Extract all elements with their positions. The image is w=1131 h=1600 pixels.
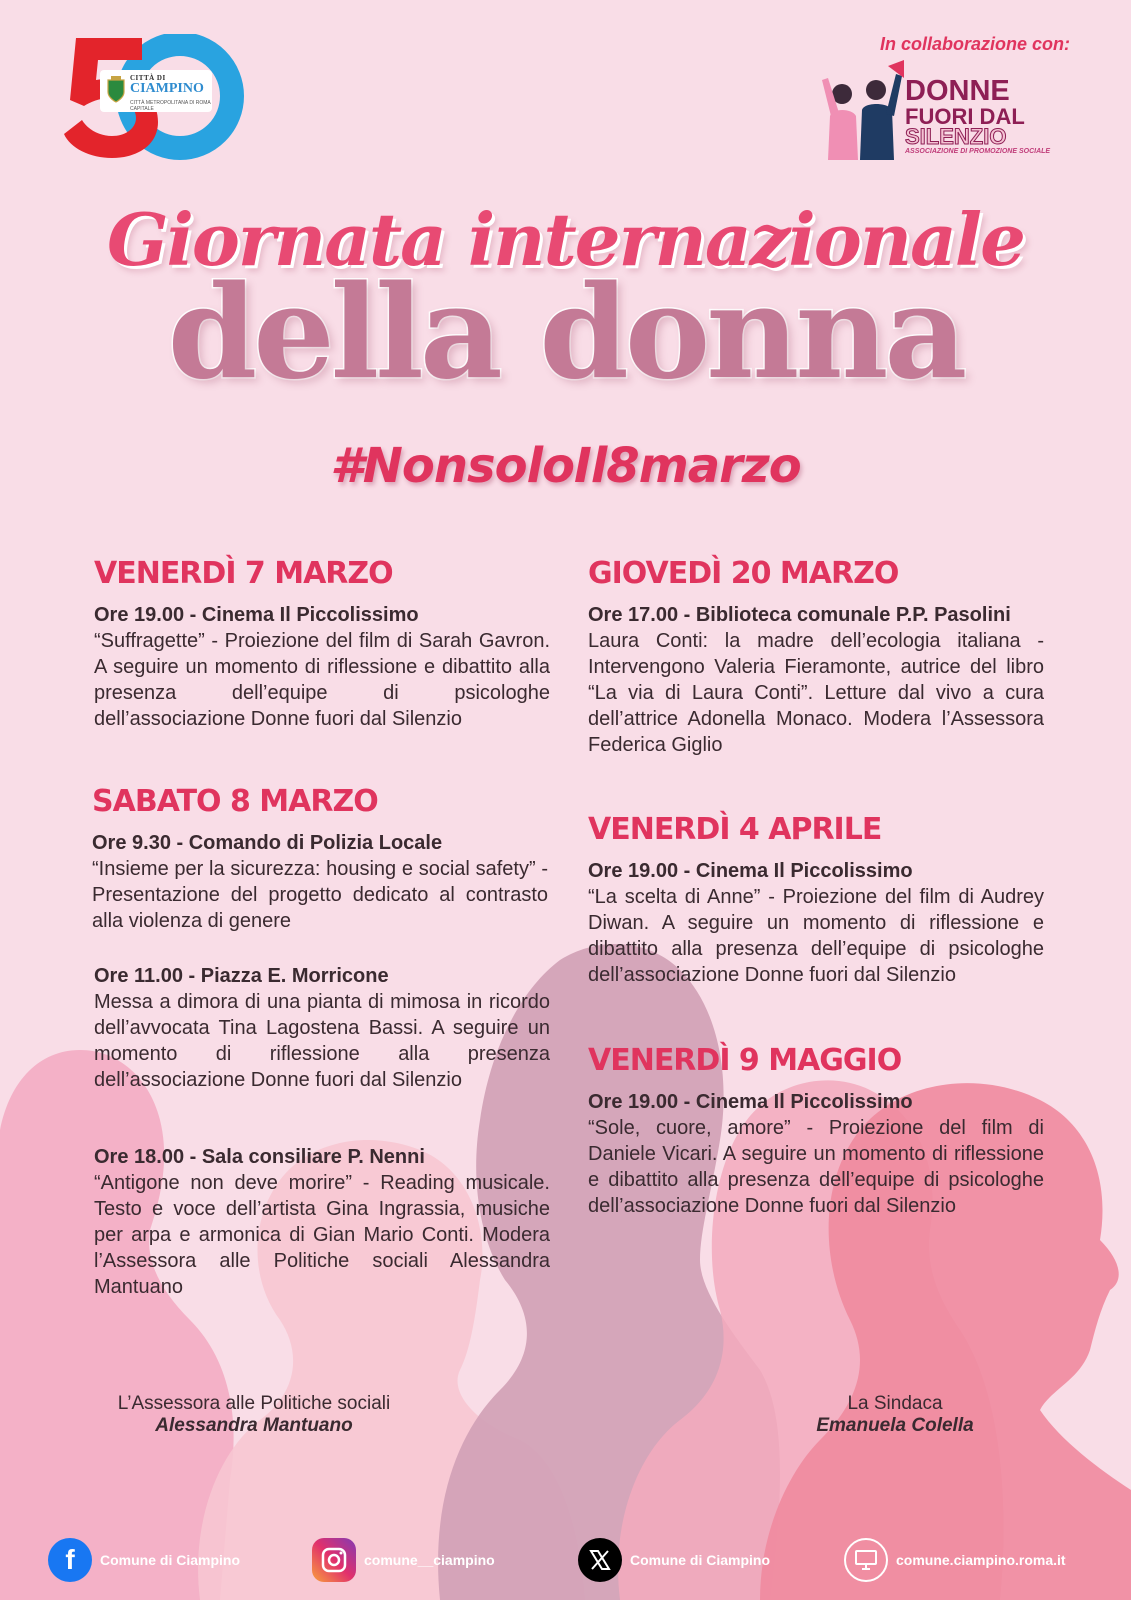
event-title: Ore 18.00 - Sala consiliare P. Nenni	[94, 1146, 425, 1168]
event-desc: “Antigone non deve morire” - Reading musicale. Testo e voce dell’artista Gina Ingrassia, musiche per arpa e armonica di Gian Mario Conti. Modera l’Assessora alle Politiche sociali Alessandra Mantuano	[94, 1172, 550, 1298]
city-name: CIAMPINO	[130, 81, 204, 96]
event-title: Ore 19.00 - Cinema Il Piccolissimo	[94, 604, 419, 626]
event-desc: “Sole, cuore, amore” - Proiezione del film di Daniele Vicari. A seguire un momento di riflessione e dibattito alla presenza dell’equipe di psicologhe dell’associazione Donne fuori dal Silenzio	[588, 1117, 1044, 1217]
partner-name-line3: SILENZIO	[905, 124, 1007, 149]
event-desc: “Insieme per la sicurezza: housing e social safety” - Presentazione del progetto dedicato al contrasto alla violenza di genere	[92, 858, 548, 932]
collab-label: In collaborazione con:	[879, 34, 1070, 54]
main-title-line2: della donna	[167, 258, 964, 408]
facebook-label: Comune di Ciampino	[100, 1552, 240, 1568]
city-small-label: CITTÀ DI	[130, 74, 166, 82]
day-heading: GIOVEDÌ 20 MARZO	[588, 556, 899, 591]
facebook-icon: f	[48, 1538, 92, 1582]
right-column	[588, 556, 1044, 758]
x-icon	[578, 1538, 622, 1582]
left-column-2	[92, 784, 548, 934]
signature-name: Alessandra Mantuano	[155, 1415, 353, 1436]
day-heading: SABATO 8 MARZO	[92, 784, 378, 819]
signature-role: La Sindaca	[847, 1393, 943, 1414]
day-heading: VENERDÌ 7 MARZO	[94, 556, 393, 591]
instagram-icon	[312, 1538, 356, 1582]
event-title: Ore 17.00 - Biblioteca comunale P.P. Pasolini	[588, 604, 1011, 626]
monitor-icon	[844, 1538, 888, 1582]
event-title: Ore 19.00 - Cinema Il Piccolissimo	[588, 860, 913, 882]
left-event-4	[94, 1144, 550, 1300]
instagram-label: comune__ciampino	[364, 1552, 495, 1568]
event-desc: Laura Conti: la madre dell’ecologia italiana - Intervengono Valeria Fieramonte, autrice del libro “La via di Laura Conti”. Letture dal vivo a cura dell’attrice Adonella Monaco. Modera l’Assessora Federica Giglio	[588, 630, 1044, 756]
footer-instagram[interactable]	[312, 1538, 495, 1582]
event-title: Ore 9.30 - Comando di Polizia Locale	[92, 832, 443, 854]
day-heading: VENERDÌ 4 APRILE	[588, 812, 882, 847]
left-column	[94, 556, 550, 732]
event-title: Ore 19.00 - Cinema Il Piccolissimo	[588, 1091, 913, 1113]
x-label: Comune di Ciampino	[630, 1552, 770, 1568]
signature-left	[94, 1392, 414, 1437]
left-event-3	[94, 963, 550, 1093]
hashtag: #NonsoloIl8marzo	[330, 438, 801, 494]
right-column-2	[588, 812, 1044, 988]
event-desc: “Suffragette” - Proiezione del film di Sarah Gavron. A seguire un momento di riflessione e dibattito alla presenza dell’equipe di psicologhe dell’associazione Donne fuori dal Silenzio	[94, 630, 550, 730]
website-label: comune.ciampino.roma.it	[896, 1552, 1066, 1568]
event-desc: “La scelta di Anne” - Proiezione del film di Audrey Diwan. A seguire un momento di riflessione e dibattito alla presenza dell’equipe di psicologhe dell’associazione Donne fuori dal Silenzio	[588, 886, 1044, 986]
main-title-line1: Giornata internazionale	[107, 197, 1024, 282]
footer-x[interactable]	[578, 1538, 770, 1582]
two-women-icon	[818, 60, 904, 160]
event-title: Ore 11.00 - Piazza E. Morricone	[94, 965, 389, 987]
signature-right	[740, 1392, 1050, 1437]
signature-name: Emanuela Colella	[816, 1415, 974, 1436]
partner-name-line2: FUORI DAL	[905, 104, 1025, 129]
footer-facebook[interactable]	[48, 1538, 240, 1582]
city-sub-label: CITTÀ METROPOLITANA DI ROMA CAPITALE	[130, 100, 211, 112]
event-desc: Messa a dimora di una pianta di mimosa in ricordo dell’avvocata Tina Lagostena Bassi. A seguire un momento di riflessione alla presenza dell’associazione Donne fuori dal Silenzio	[94, 991, 550, 1091]
city-badge	[100, 70, 212, 112]
right-column-3	[588, 1043, 1044, 1219]
day-heading: VENERDÌ 9 MAGGIO	[588, 1043, 902, 1078]
footer-website[interactable]	[844, 1538, 1066, 1582]
city-crest-icon	[106, 76, 126, 104]
partner-subtitle: ASSOCIAZIONE DI PROMOZIONE SOCIALE	[905, 148, 1051, 155]
signature-role: L’Assessora alle Politiche sociali	[117, 1393, 391, 1414]
partner-name-line1: DONNE	[905, 75, 1010, 107]
